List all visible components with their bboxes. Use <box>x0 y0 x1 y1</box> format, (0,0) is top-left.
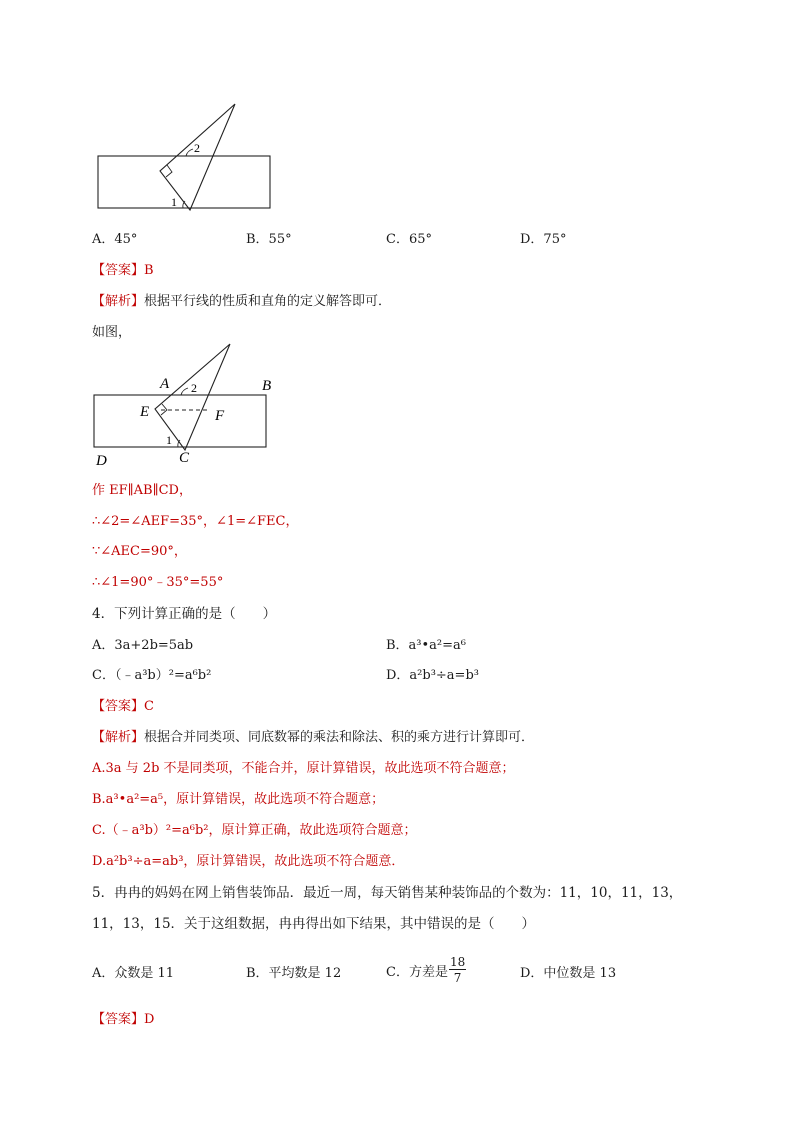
q4-explanation-b: B.a³•a²=a⁵，原计算错误，故此选项不符合题意； <box>92 792 385 807</box>
fraction <box>449 956 466 984</box>
q3-option-a: A．45° <box>92 232 138 247</box>
q5-option-c <box>386 950 466 990</box>
answer-tag: 【答案】 <box>92 699 145 714</box>
q3-option-b: B．55° <box>246 232 292 247</box>
angle-2-arc <box>186 149 193 156</box>
q4-explanation-d: D.a²b³÷a=ab³，原计算错误，故此选项不符合题意． <box>92 854 405 869</box>
q3-option-d: D．75° <box>520 232 567 247</box>
q4-stem: 4．下列计算正确的是（ ） <box>92 606 277 622</box>
answer-tag: 【答案】 <box>92 263 145 278</box>
angle-2-label: 2 <box>191 381 197 395</box>
q3-answer: B <box>144 263 154 278</box>
figure-2-labeled <box>88 340 288 472</box>
angle-2-arc <box>181 388 188 395</box>
label-F: F <box>215 408 225 424</box>
analysis-tag: 【解析】 <box>92 730 145 745</box>
q3-step-3: ∵∠AEC=90°， <box>92 544 187 559</box>
q5-option-b: B．平均数是 12 <box>246 966 342 981</box>
angle-1-label: 1 <box>171 195 177 209</box>
q5-stem-line-1: 5．冉冉的妈妈在网上销售装饰品．最近一周，每天销售某种装饰品的个数为：11，10，11，13， <box>92 885 683 901</box>
ruler-rect <box>94 395 266 447</box>
q3-option-c: C．65° <box>386 232 432 247</box>
q4-option-c: C．（﹣a³b）²=a⁶b² <box>92 668 212 683</box>
q3-analysis-line <box>92 290 391 309</box>
label-B: B <box>262 378 272 394</box>
q5-option-a: A．众数是 11 <box>92 966 175 981</box>
label-E: E <box>140 404 150 420</box>
q4-option-b: B．a³•a²=a⁶ <box>386 638 466 653</box>
q4-explanation-a: A.3a 与 2b 不是同类项，不能合并，原计算错误，故此选项不符合题意； <box>92 761 515 776</box>
figure-1-ruler-triangle <box>90 98 280 216</box>
answer-tag: 【答案】 <box>92 1012 145 1027</box>
fraction-numerator: 18 <box>449 955 466 969</box>
q3-step-1: 作 EF∥AB∥CD， <box>92 483 192 498</box>
angle-1-arc <box>183 201 185 208</box>
q5-answer: D <box>144 1012 155 1027</box>
q4-analysis: 根据合并同类项、同底数幂的乘法和除法、积的乘方进行计算即可． <box>144 730 535 745</box>
q3-step-4: ∴∠1=90°﹣35°=55° <box>92 575 224 590</box>
analysis-tag: 【解析】 <box>92 294 145 309</box>
label-D: D <box>96 453 107 469</box>
q5-answer-line <box>92 1008 154 1027</box>
q4-answer-line <box>92 695 154 714</box>
q3-answer-line <box>92 259 154 278</box>
q4-answer: C <box>144 699 154 714</box>
ruler-rect <box>98 156 270 208</box>
q4-option-d: D．a²b³÷a=b³ <box>386 668 479 683</box>
q3-analysis: 根据平行线的性质和直角的定义解答即可． <box>144 294 392 309</box>
label-C: C <box>179 450 190 466</box>
q5-option-c-prefix: C．方差是 <box>386 964 448 980</box>
label-A: A <box>160 376 170 392</box>
q5-stem-line-2: 11，13，15．关于这组数据，冉冉得出如下结果，其中错误的是（ ） <box>92 916 536 932</box>
angle-2-label: 2 <box>194 141 200 155</box>
q4-option-a: A．3a+2b=5ab <box>92 638 194 653</box>
q4-analysis-line <box>92 726 534 745</box>
q5-option-d: D．中位数是 13 <box>520 966 617 981</box>
q3-step-2: ∴∠2=∠AEF=35°，∠1=∠FEC， <box>92 514 299 529</box>
fraction-denominator: 7 <box>453 971 462 985</box>
right-angle-mark <box>166 165 172 177</box>
angle-1-label: 1 <box>166 433 172 447</box>
q3-figure-intro: 如图， <box>92 325 132 340</box>
q4-explanation-c: C.（﹣a³b）²=a⁶b²，原计算正确，故此选项符合题意； <box>92 823 417 838</box>
